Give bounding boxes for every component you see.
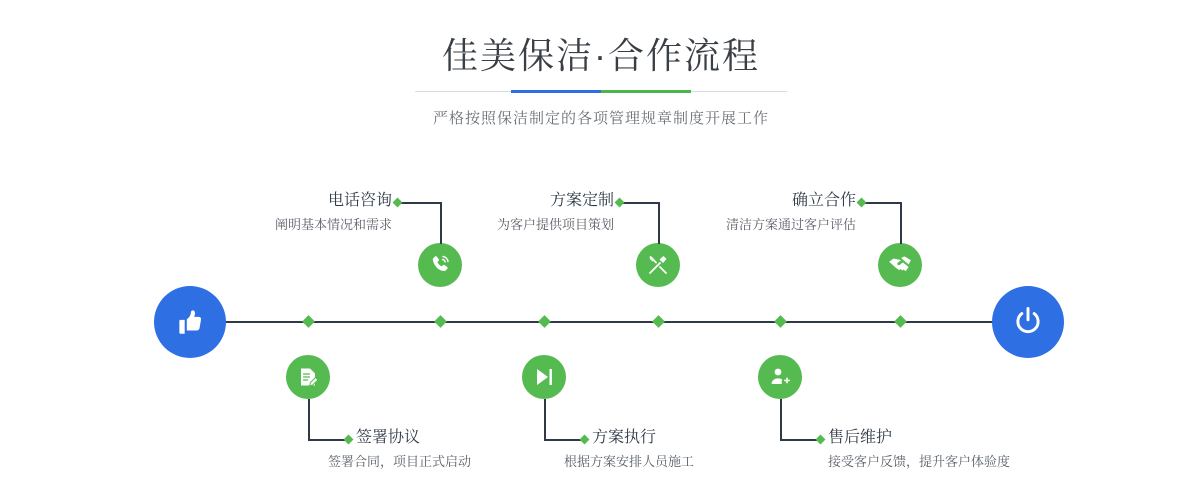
step-node-4[interactable] [522,355,566,399]
step-title-2: 签署协议 [356,429,421,446]
step-connector-5-vertical [900,202,902,244]
handshake-icon [887,252,913,278]
step-desc-5: 清洁方案通过客户评估 [725,217,856,232]
step-node-5[interactable] [878,243,922,287]
timeline-end-badge [992,286,1064,358]
step-label-1 [252,190,392,235]
step-label-4 [564,427,695,472]
step-connector-2-vertical [308,399,310,440]
step-desc-6: 接受客户反馈，提升客户体验度 [828,454,1011,469]
step-title-4: 方案执行 [592,429,657,446]
step-label-marker-1 [393,198,403,208]
step-node-1[interactable] [418,243,462,287]
step-label-marker-4 [580,435,590,445]
step-title-5: 确立合作 [791,192,856,209]
step-axis-marker-4 [538,315,551,328]
step-axis-marker-2 [302,315,315,328]
step-title-3: 方案定制 [549,192,614,209]
step-label-marker-3 [615,198,625,208]
step-label-5 [700,190,856,235]
step-desc-3: 为客户提供项目策划 [496,217,614,232]
step-axis-marker-1 [434,315,447,328]
power-icon [1010,304,1046,340]
step-label-6 [828,427,1010,472]
step-label-marker-2 [344,435,354,445]
step-label-marker-5 [857,198,867,208]
step-desc-2: 签署合同，项目正式启动 [328,454,472,469]
step-connector-2-horizontal [308,439,348,441]
customer-service-icon [768,365,792,389]
step-axis-marker-6 [774,315,787,328]
thumbs-up-icon [173,305,207,339]
step-connector-3-vertical [658,202,660,244]
step-title-1: 电话咨询 [327,192,392,209]
step-axis-marker-5 [894,315,907,328]
timeline-start-badge [154,286,226,358]
step-connector-6-vertical [780,399,782,440]
step-node-6[interactable] [758,355,802,399]
page-subtitle: 严格按照保洁制定的各项管理规章制度开展工作 [432,110,769,127]
step-connector-1-horizontal [398,202,442,204]
step-label-2 [328,427,472,472]
play-execute-icon [532,365,556,389]
step-label-3 [460,190,614,235]
signed-document-icon [296,365,320,389]
step-connector-4-vertical [544,399,546,440]
step-node-3[interactable] [636,243,680,287]
page-title: 佳美保洁·合作流程 [442,35,760,76]
step-connector-1-vertical [440,202,442,244]
step-connector-4-horizontal [544,439,584,441]
step-connector-3-horizontal [620,202,660,204]
phone-call-icon [428,253,452,277]
step-connector-6-horizontal [780,439,820,441]
step-node-2[interactable] [286,355,330,399]
step-label-marker-6 [816,435,826,445]
step-desc-4: 根据方案安排人员施工 [564,454,695,469]
step-title-6: 售后维护 [828,429,893,446]
step-axis-marker-3 [652,315,665,328]
step-desc-1: 阐明基本情况和需求 [274,217,392,232]
plan-tools-icon [646,253,670,277]
step-connector-5-horizontal [862,202,902,204]
